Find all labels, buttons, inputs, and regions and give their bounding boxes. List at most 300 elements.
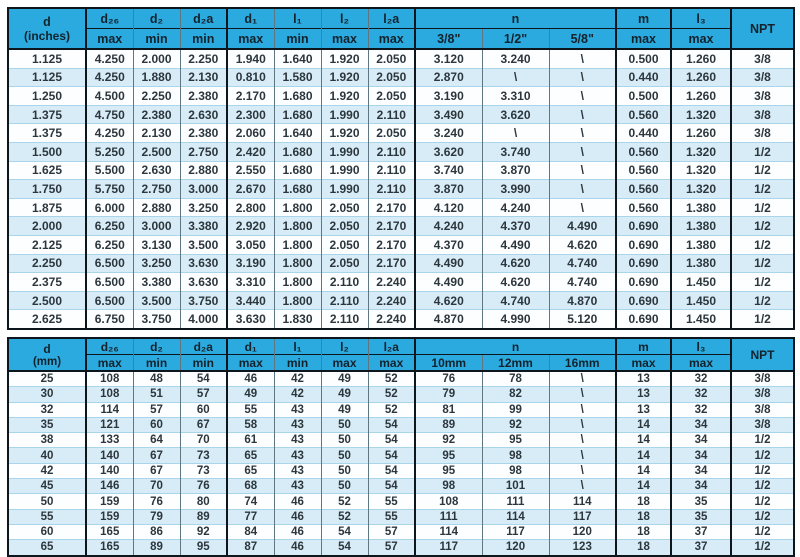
table-cell: 37 xyxy=(671,524,731,539)
table-cell: \ xyxy=(549,180,616,199)
table-cell: 60 xyxy=(133,417,180,432)
table-cell: 6.500 xyxy=(86,254,133,273)
table-cell: 2.130 xyxy=(180,68,227,87)
column-header-l1: l₁ xyxy=(274,338,321,355)
table-cell: 3.250 xyxy=(180,198,227,217)
table-cell: 2.050 xyxy=(368,68,415,87)
table-cell: 74 xyxy=(227,494,274,509)
table-cell: \ xyxy=(549,105,616,124)
table-cell: 1.800 xyxy=(274,235,321,254)
table-cell: 1.380 xyxy=(671,254,731,273)
table-cell: 38 xyxy=(8,433,86,448)
table-cell: 2.420 xyxy=(227,142,274,161)
table-cell: 4.740 xyxy=(549,254,616,273)
table-cell: \ xyxy=(549,49,616,68)
column-header-d2a: d₂a xyxy=(180,8,227,29)
table-cell: 108 xyxy=(86,371,133,387)
table-cell: 3.190 xyxy=(415,87,482,106)
table-cell: 2.110 xyxy=(368,161,415,180)
table-cell: 89 xyxy=(133,540,180,556)
table-cell: 43 xyxy=(274,463,321,478)
table-cell: 4.250 xyxy=(86,124,133,143)
table-cell: 46 xyxy=(274,524,321,539)
table-cell: 2.170 xyxy=(368,217,415,236)
table-cell: 1/2 xyxy=(731,161,794,180)
table-cell: 2.240 xyxy=(368,310,415,329)
table-cell: 92 xyxy=(180,524,227,539)
table-row xyxy=(8,387,794,402)
table-cell: 0.500 xyxy=(616,49,671,68)
table-cell: 140 xyxy=(86,463,133,478)
table-cell: 48 xyxy=(133,371,180,387)
table-cell: 4.620 xyxy=(415,291,482,310)
table-cell: 46 xyxy=(274,540,321,556)
table-cell: 3.990 xyxy=(482,180,549,199)
table-cell: \ xyxy=(549,463,616,478)
d-label: d xyxy=(43,14,51,29)
table-cell: 2.130 xyxy=(133,124,180,143)
table-cell: 52 xyxy=(321,509,368,524)
table-cell: 1.320 xyxy=(671,180,731,199)
table-cell: 159 xyxy=(86,509,133,524)
table-body xyxy=(8,49,794,329)
table-row xyxy=(8,142,794,161)
table-row xyxy=(8,371,794,387)
table-cell: 3.740 xyxy=(415,161,482,180)
table-cell: 117 xyxy=(482,524,549,539)
table-cell: 114 xyxy=(482,509,549,524)
table-cell: 2.110 xyxy=(368,105,415,124)
table-cell: 165 xyxy=(86,524,133,539)
table-cell: 95 xyxy=(415,448,482,463)
column-header-d1: d₁ xyxy=(227,338,274,355)
table-cell: 73 xyxy=(180,448,227,463)
table-cell: 52 xyxy=(368,402,415,417)
table-cell: 68 xyxy=(227,479,274,494)
table-cell: 54 xyxy=(368,479,415,494)
column-header-d26: d₂₆ xyxy=(86,338,133,355)
table-cell: 18 xyxy=(616,524,671,539)
table-cell: 50 xyxy=(321,433,368,448)
table-cell: 3.250 xyxy=(133,254,180,273)
table-cell: 2.380 xyxy=(180,87,227,106)
table-cell: 120 xyxy=(482,540,549,556)
table-cell: 2.250 xyxy=(8,254,86,273)
table-cell: 76 xyxy=(133,494,180,509)
table-cell: 3/8 xyxy=(731,402,794,417)
d-label: d xyxy=(43,341,51,356)
table-cell: 79 xyxy=(133,509,180,524)
table-cell: 2.500 xyxy=(133,142,180,161)
table-cell: 1.920 xyxy=(321,68,368,87)
table-cell: 1.680 xyxy=(274,161,321,180)
table-cell: 4.490 xyxy=(415,273,482,292)
column-header-d26: d₂₆ xyxy=(86,8,133,29)
table-cell: 3.490 xyxy=(415,105,482,124)
table-cell: 3/8 xyxy=(731,387,794,402)
table-cell: 108 xyxy=(86,387,133,402)
table-cell: 1.875 xyxy=(8,198,86,217)
table-cell: 34 xyxy=(671,417,731,432)
table-cell: 114 xyxy=(415,524,482,539)
table-cell: 70 xyxy=(180,433,227,448)
table-cell: 18 xyxy=(616,509,671,524)
table-cell: 58 xyxy=(227,417,274,432)
table-cell: 34 xyxy=(671,479,731,494)
table-cell: 1/2 xyxy=(731,524,794,539)
table-cell: 4.870 xyxy=(415,310,482,329)
table-cell: 1.940 xyxy=(227,49,274,68)
table-cell: \ xyxy=(549,387,616,402)
table-cell: 54 xyxy=(180,371,227,387)
table-cell: 4.000 xyxy=(180,310,227,329)
table-cell: 2.170 xyxy=(368,235,415,254)
subheader-m-max: max xyxy=(616,355,671,372)
table-cell: 2.625 xyxy=(8,310,86,329)
table-cell: 4.250 xyxy=(86,49,133,68)
table-cell: 43 xyxy=(274,417,321,432)
table-cell: 5.750 xyxy=(86,180,133,199)
table-row xyxy=(8,273,794,292)
subheader-n-size-3: 5/8" xyxy=(549,29,616,50)
table-cell: 55 xyxy=(368,509,415,524)
table-cell: 1.640 xyxy=(274,49,321,68)
table-cell: 2.380 xyxy=(133,105,180,124)
table-cell: 3/8 xyxy=(731,87,794,106)
table-cell: 95 xyxy=(415,463,482,478)
table-cell: 1.380 xyxy=(671,217,731,236)
table-cell: 6.500 xyxy=(86,273,133,292)
table-cell: 1/2 xyxy=(731,142,794,161)
table-cell: 98 xyxy=(482,463,549,478)
table-cell: 46 xyxy=(274,494,321,509)
table-cell: 114 xyxy=(86,402,133,417)
table-cell: 0.690 xyxy=(616,273,671,292)
column-header-d2a: d₂a xyxy=(180,338,227,355)
table-cell: 6.000 xyxy=(86,198,133,217)
table-cell: 2.050 xyxy=(321,235,368,254)
table-cell: 14 xyxy=(616,463,671,478)
table-cell: 6.500 xyxy=(86,291,133,310)
table-cell: 55 xyxy=(8,509,86,524)
subheader-d1-max: max xyxy=(227,355,274,372)
table-cell: 54 xyxy=(368,417,415,432)
table-cell: 80 xyxy=(180,494,227,509)
subheader-l1-min: min xyxy=(274,29,321,50)
table-cell: 121 xyxy=(86,417,133,432)
table-row xyxy=(8,87,794,106)
table-cell: 1.375 xyxy=(8,105,86,124)
table-cell: 4.240 xyxy=(415,217,482,236)
subheader-l2a-max: max xyxy=(368,29,415,50)
table-row xyxy=(8,524,794,539)
subheader-d2-min: min xyxy=(133,29,180,50)
table-cell: 1/2 xyxy=(731,509,794,524)
table-cell: 43 xyxy=(274,479,321,494)
table-row xyxy=(8,180,794,199)
column-header-l2: l₂ xyxy=(321,8,368,29)
subheader-n-size-1: 10mm xyxy=(415,355,482,372)
table-cell: 43 xyxy=(274,448,321,463)
table-cell: 3.310 xyxy=(227,273,274,292)
table-cell: 50 xyxy=(321,479,368,494)
table-cell: 1.320 xyxy=(671,142,731,161)
table-row xyxy=(8,105,794,124)
table-header xyxy=(8,338,794,371)
table-cell: 4.740 xyxy=(549,273,616,292)
table-cell: 1.680 xyxy=(274,87,321,106)
table-row xyxy=(8,402,794,417)
table-cell: 1.125 xyxy=(8,68,86,87)
table-cell: 1.250 xyxy=(8,87,86,106)
table-cell: 1.380 xyxy=(671,235,731,254)
subheader-n-size-3: 16mm xyxy=(549,355,616,372)
table-cell: 49 xyxy=(321,371,368,387)
subheader-l3-max: max xyxy=(671,355,731,372)
table-cell: 4.120 xyxy=(415,198,482,217)
column-header-n: n xyxy=(415,8,616,29)
table-cell: 77 xyxy=(227,509,274,524)
table-cell: 52 xyxy=(368,387,415,402)
table-cell: 0.440 xyxy=(616,124,671,143)
table-cell: 2.110 xyxy=(321,310,368,329)
column-header-npt: NPT xyxy=(731,338,794,371)
table-cell: 57 xyxy=(180,387,227,402)
table-cell: 3.000 xyxy=(180,180,227,199)
subheader-d2-min: min xyxy=(133,355,180,372)
column-header-d1: d₁ xyxy=(227,8,274,29)
table-cell: 3.190 xyxy=(227,254,274,273)
table-cell: 54 xyxy=(368,463,415,478)
table-cell: 43 xyxy=(274,433,321,448)
table-cell: 3/8 xyxy=(731,105,794,124)
table-cell: 25 xyxy=(40,373,54,386)
table-cell: \ xyxy=(549,124,616,143)
table-cell: 123 xyxy=(549,540,616,556)
table-cell: 35 xyxy=(671,509,731,524)
table-cell: 2.630 xyxy=(133,161,180,180)
table-cell: 4.250 xyxy=(86,68,133,87)
table-row xyxy=(8,479,794,494)
table-header xyxy=(8,8,794,49)
table-cell: 120 xyxy=(549,524,616,539)
table-cell: 3.050 xyxy=(227,235,274,254)
table-cell: 49 xyxy=(227,387,274,402)
subheader-d2a-min: min xyxy=(180,29,227,50)
table-cell: 89 xyxy=(415,417,482,432)
table-cell: 2.800 xyxy=(227,198,274,217)
table-cell: 34 xyxy=(671,433,731,448)
table-cell: 2.050 xyxy=(368,124,415,143)
table-cell: 4.990 xyxy=(482,310,549,329)
table-row xyxy=(8,463,794,478)
table-cell: 2.125 xyxy=(8,235,86,254)
subheader-l1-min: min xyxy=(274,355,321,372)
table-cell: 3.500 xyxy=(133,291,180,310)
table-cell: 57 xyxy=(133,402,180,417)
table-cell: 35 xyxy=(8,417,86,432)
table-cell: 50 xyxy=(321,448,368,463)
table-cell: 1.800 xyxy=(274,273,321,292)
mm-dimension-table xyxy=(7,337,795,557)
table-cell: 50 xyxy=(321,417,368,432)
table-cell: 32 xyxy=(671,371,731,387)
table-cell: 4.750 xyxy=(86,105,133,124)
table-cell: 101 xyxy=(482,479,549,494)
subheader-l3-max: max xyxy=(671,29,731,50)
table-cell: 2.375 xyxy=(8,273,86,292)
table-row xyxy=(8,509,794,524)
table-cell: 78 xyxy=(482,371,549,387)
table-cell: 2.500 xyxy=(8,291,86,310)
table-cell: 49 xyxy=(321,387,368,402)
table-cell: 0.560 xyxy=(616,198,671,217)
table-cell: 43 xyxy=(274,402,321,417)
table-cell: 2.050 xyxy=(321,198,368,217)
table-cell: 84 xyxy=(227,524,274,539)
table-cell: 76 xyxy=(180,479,227,494)
table-cell: 89 xyxy=(180,509,227,524)
table-cell: 1/2 xyxy=(731,540,794,556)
table-cell: 3.740 xyxy=(482,142,549,161)
table-row xyxy=(8,49,794,68)
table-cell: 2.050 xyxy=(368,49,415,68)
table-cell: 46 xyxy=(274,509,321,524)
table-cell: 1/2 xyxy=(731,479,794,494)
table-cell: 4.490 xyxy=(482,235,549,254)
table-cell: 2.880 xyxy=(180,161,227,180)
column-header-l2a: l₂a xyxy=(368,338,415,355)
table-cell: 117 xyxy=(549,509,616,524)
table-cell: 3.000 xyxy=(133,217,180,236)
table-cell: 4.870 xyxy=(549,291,616,310)
table-row xyxy=(8,254,794,273)
table-cell: 1.990 xyxy=(321,105,368,124)
table-cell: 1.800 xyxy=(274,217,321,236)
table-cell: 3.440 xyxy=(227,291,274,310)
table-cell: 2.000 xyxy=(133,49,180,68)
table-cell: 4.490 xyxy=(549,217,616,236)
table-cell: 1.450 xyxy=(671,273,731,292)
table-cell: 3.380 xyxy=(180,217,227,236)
column-header-l2: l₂ xyxy=(321,338,368,355)
table-cell: 13 xyxy=(616,387,671,402)
table-cell: 54 xyxy=(321,540,368,556)
table-cell: 1/2 xyxy=(731,310,794,329)
table-row xyxy=(8,291,794,310)
table-cell: 32 xyxy=(671,387,731,402)
table-cell: 3.620 xyxy=(482,105,549,124)
table-cell: 57 xyxy=(368,540,415,556)
d-unit-label: (mm) xyxy=(32,355,62,368)
table-cell: 6.750 xyxy=(86,310,133,329)
table-cell: \ xyxy=(549,371,616,387)
table-cell: 3.500 xyxy=(180,235,227,254)
table-cell: \ xyxy=(549,448,616,463)
table-cell: 14 xyxy=(616,433,671,448)
table-cell: 2.170 xyxy=(368,254,415,273)
table-cell: 4.620 xyxy=(549,235,616,254)
table-row xyxy=(8,124,794,143)
table-cell: 1.990 xyxy=(321,142,368,161)
column-header-d xyxy=(8,8,86,49)
table-row xyxy=(8,217,794,236)
table-cell: 1/2 xyxy=(731,273,794,292)
table-cell: 1/2 xyxy=(731,448,794,463)
table-cell: 5.120 xyxy=(549,310,616,329)
table-cell: \ xyxy=(549,68,616,87)
table-cell: 99 xyxy=(482,402,549,417)
table-cell: 32 xyxy=(8,402,86,417)
table-cell: \ xyxy=(549,198,616,217)
table-cell: 1.450 xyxy=(671,310,731,329)
subheader-m-max: max xyxy=(616,29,671,50)
table-cell: 0.560 xyxy=(616,180,671,199)
table-cell: 140 xyxy=(86,448,133,463)
table-cell: 0.690 xyxy=(616,291,671,310)
table-cell: 42 xyxy=(274,371,321,387)
table-cell: 3.130 xyxy=(133,235,180,254)
table-cell: 1.920 xyxy=(321,124,368,143)
table-cell: 1.920 xyxy=(321,87,368,106)
table-cell: 1/2 xyxy=(731,235,794,254)
table-cell: 98 xyxy=(482,448,549,463)
subheader-d2a-min: min xyxy=(180,355,227,372)
table-cell: 2.750 xyxy=(133,180,180,199)
table-cell: 2.300 xyxy=(227,105,274,124)
table-cell: 4.740 xyxy=(482,291,549,310)
table-cell: 64 xyxy=(133,433,180,448)
table-cell: 3/8 xyxy=(731,124,794,143)
table-cell: 146 xyxy=(86,479,133,494)
table-cell: 2.110 xyxy=(321,273,368,292)
table-cell: 114 xyxy=(549,494,616,509)
table-cell: 3/8 xyxy=(731,68,794,87)
table-cell: 1/2 xyxy=(731,254,794,273)
table-cell: 2.670 xyxy=(227,180,274,199)
table-cell: 2.110 xyxy=(368,180,415,199)
subheader-d26-max: max xyxy=(86,29,133,50)
table-cell: 57 xyxy=(368,524,415,539)
table-row xyxy=(8,433,794,448)
table-cell: 133 xyxy=(86,433,133,448)
table-cell: 0.440 xyxy=(616,68,671,87)
table-cell: 3/8 xyxy=(731,49,794,68)
table-cell: 42 xyxy=(274,387,321,402)
table-cell: 95 xyxy=(180,540,227,556)
table-cell: 4.370 xyxy=(482,217,549,236)
table-row xyxy=(8,540,794,556)
table-cell: 1.800 xyxy=(274,198,321,217)
table-cell: 2.050 xyxy=(368,87,415,106)
table-cell: 2.920 xyxy=(227,217,274,236)
column-header-d2: d₂ xyxy=(133,8,180,29)
table-cell: 79 xyxy=(415,387,482,402)
table-cell: 3/8 xyxy=(731,371,794,387)
table-cell: 3.120 xyxy=(415,49,482,68)
table-cell: 0.690 xyxy=(616,217,671,236)
table-cell: 0.690 xyxy=(616,310,671,329)
table-row xyxy=(8,448,794,463)
table-cell: \ xyxy=(549,402,616,417)
table-cell: 5.250 xyxy=(86,142,133,161)
table-cell: 2.060 xyxy=(227,124,274,143)
subheader-l2a-max: max xyxy=(368,355,415,372)
table-cell: 1.990 xyxy=(321,161,368,180)
table-cell: \ xyxy=(549,87,616,106)
table-cell: 50 xyxy=(8,494,86,509)
d-unit-label: (inches) xyxy=(23,28,70,43)
